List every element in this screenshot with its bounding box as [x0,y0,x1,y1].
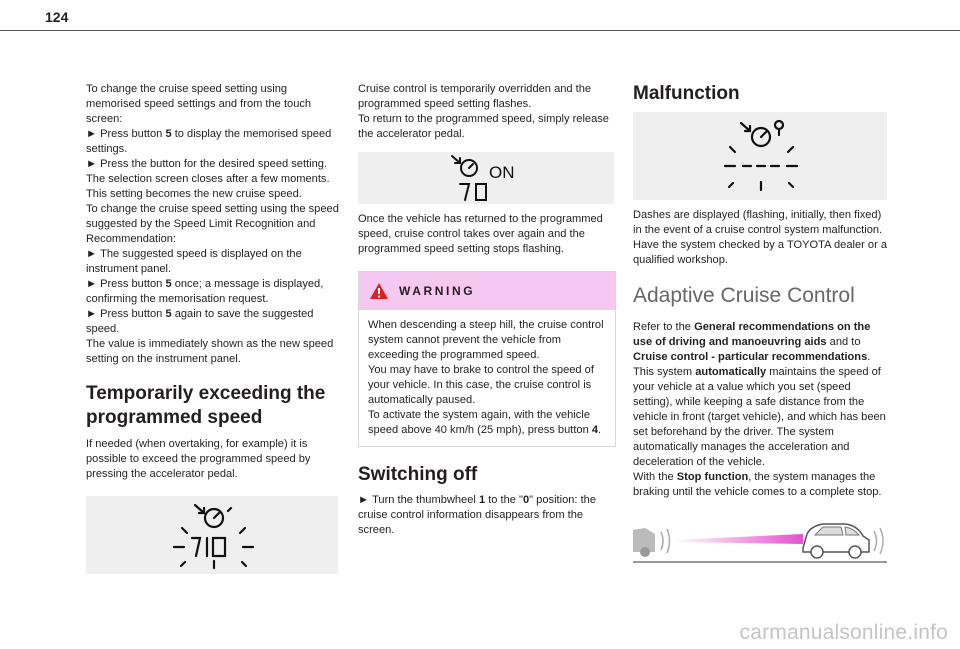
paragraph: When descending a steep hill, the cruise control system cannot prevent the vehicle from exceeding the programmed speed. [368,319,604,361]
paragraph: The selection screen closes after a few moments. [86,173,330,185]
acc-vehicle-figure [633,514,887,564]
paragraph: To return to the programmed speed, simply release the accelerator pedal. [358,113,609,140]
section-heading: Temporarily exceeding the programmed speed [86,383,326,428]
bullet: ► Press the button for the desired speed setting. [86,157,344,172]
paragraph: To activate the system again, with the vehicle speed above 40 km/h (25 mph), press button 4. [368,409,602,436]
paragraph: Have the system checked by a TOYOTA dealer or a qualified workshop. [633,239,888,266]
column-1 [86,82,344,574]
section-heading: Malfunction [633,83,740,104]
paragraph: Dashes are displayed (flashing, initially, then fixed) in the event of a cruise control system malfunction. [633,209,883,236]
warning-box [358,271,616,447]
page-number: 124 [45,9,69,25]
paragraph: If needed (when overtaking, for example) it is possible to exceed the programmed speed by pressing the accelerator pedal. [86,438,311,480]
paragraph: Refer to the General recommendations on the use of driving and manoeuvring aids and to Cruise control - particular recommendations. [633,321,871,363]
bullet: ► Turn the thumbwheel 1 to the "0" position: the cruise control information disappears from the screen. [358,493,616,538]
malfunction-figure [633,112,887,200]
column-3 [633,82,891,564]
malfunction-icon [633,112,887,200]
bullet: ► Press button 5 again to save the suggested speed. [86,307,344,337]
paragraph: To change the cruise speed setting using memorised speed settings and from the touch screen: [86,83,312,125]
section-heading-adaptive: Adaptive Cruise Control [633,284,855,307]
cruise-on-icon [358,152,614,204]
bullet: ► Press button 5 once; a message is displayed, confirming the memorisation request. [86,277,344,307]
header-rule [0,30,960,31]
paragraph: Cruise control is temporarily overridden and the programmed speed setting flashes. [358,83,592,110]
warning-body [359,310,615,446]
section-heading: Switching off [358,464,478,485]
flashing-speed-icon [86,496,338,574]
column-2 [358,82,616,538]
cruise-on-figure [358,152,614,204]
on-label: ON [489,163,515,182]
bullet: ► Press button 5 to display the memorised speed settings. [86,127,344,157]
paragraph: With the Stop function, the system manages the braking until the vehicle comes to a complete stop. [633,471,882,498]
flashing-speed-figure [86,496,338,574]
warning-triangle-icon [369,282,389,300]
watermark: carmanualsonline.info [739,621,948,644]
bullet: ► The suggested speed is displayed on the instrument panel. [86,247,344,277]
paragraph: This setting becomes the new cruise speed. [86,188,302,200]
paragraph: The value is immediately shown as the new speed setting on the instrument panel. [86,338,334,365]
paragraph: To change the cruise speed setting using the speed suggested by the Speed Limit Recognition and Recommendation: [86,203,339,245]
acc-vehicle-icon [633,514,887,564]
warning-label: WARNING [399,284,476,298]
warning-header [359,272,615,310]
paragraph: Once the vehicle has returned to the programmed speed, cruise control takes over again and the programmed speed setting stops flashing. [358,213,603,255]
paragraph: You may have to brake to control the speed of your vehicle. In this case, the cruise control is automatically paused. [368,364,594,406]
paragraph: This system automatically maintains the speed of your vehicle at a value which you set (speed setting), while keeping a safe distance from the vehicle in front (target vehicle), and which has been set beforehand by the driver. The system automatically manages the acceleration and deceleration of the vehicle. [633,366,886,468]
